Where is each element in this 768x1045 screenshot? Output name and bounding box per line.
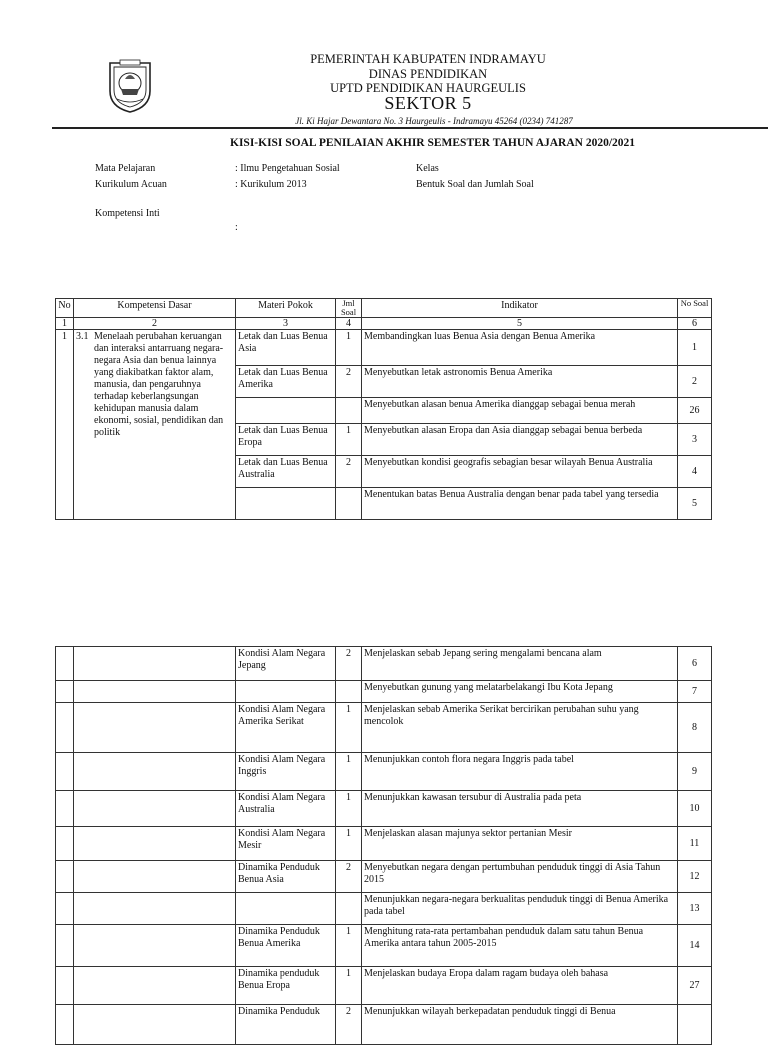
mapel-value: : Ilmu Pengetahuan Sosial [235,163,340,174]
kd-code: 3.1 [76,331,89,342]
col-number-5: 5 [362,318,678,330]
materi-pokok-cell: Letak dan Luas Benua Australia [236,456,336,488]
no-soal-cell: 4 [678,456,712,488]
no-soal-cell: 8 [678,703,712,753]
materi-pokok-cell: Kondisi Alam Negara Mesir [236,827,336,861]
no-soal-cell: 12 [678,861,712,893]
row-number-empty [56,861,74,893]
materi-pokok-cell: Letak dan Luas Benua Amerika [236,366,336,398]
header-divider [52,127,768,129]
jml-soal-cell [336,398,362,424]
no-soal-cell: 10 [678,791,712,827]
kompetensi-dasar-empty [74,703,236,753]
no-soal-cell: 9 [678,753,712,791]
no-soal-cell: 2 [678,366,712,398]
kelas-label: Kelas [416,163,439,174]
materi-pokok-cell: Letak dan Luas Benua Asia [236,330,336,366]
jml-soal-cell: 2 [336,647,362,681]
kompetensi-dasar-empty [74,1005,236,1045]
kompetensi-dasar-empty [74,753,236,791]
materi-pokok-cell: Dinamika Penduduk Benua Asia [236,861,336,893]
header-materi-pokok: Materi Pokok [236,299,336,318]
kompetensi-dasar-cell [74,330,236,520]
kompetensi-inti-value: : [235,222,238,233]
table-row [56,861,712,893]
row-number-empty [56,753,74,791]
table-row [56,753,712,791]
row-number-empty [56,703,74,753]
header-kompetensi-dasar: Kompetensi Dasar [74,299,236,318]
materi-pokok-cell: Letak dan Luas Benua Eropa [236,424,336,456]
jml-soal-cell: 1 [336,967,362,1005]
header-no: No [56,299,74,318]
row-number-empty [56,681,74,703]
jml-soal-cell [336,488,362,520]
kompetensi-dasar-empty [74,647,236,681]
table-number-row [56,318,712,330]
indikator-cell: Menunjukkan wilayah berkepadatan penduduk tinggi di Benua [362,1005,678,1045]
materi-pokok-cell [236,398,336,424]
indikator-cell: Menyebutkan letak astronomis Benua Amerika [362,366,678,398]
kisi-kisi-table-part-1 [55,298,712,520]
kompetensi-dasar-empty [74,861,236,893]
table-row [56,827,712,861]
row-number-empty [56,967,74,1005]
indikator-cell: Menjelaskan alasan majunya sektor pertanian Mesir [362,827,678,861]
kompetensi-dasar-empty [74,925,236,967]
row-number-empty [56,893,74,925]
jml-soal-cell: 1 [336,925,362,967]
header-line-3: UPTD PENDIDIKAN HAURGEULIS [330,81,526,95]
jml-soal-cell: 1 [336,703,362,753]
kompetensi-dasar-empty [74,893,236,925]
indikator-cell: Menghitung rata-rata pertambahan penduduk dalam satu tahun Benua Amerika antara tahun 2005-2015 [362,925,678,967]
jml-soal-cell: 2 [336,456,362,488]
materi-pokok-cell: Kondisi Alam Negara Australia [236,791,336,827]
materi-pokok-cell [236,893,336,925]
table-row [56,330,712,366]
indikator-cell: Menentukan batas Benua Australia dengan benar pada tabel yang tersedia [362,488,678,520]
no-soal-cell: 3 [678,424,712,456]
jml-soal-cell [336,681,362,703]
row-number-empty [56,791,74,827]
table-row [56,681,712,703]
row-number: 1 [56,330,74,520]
indikator-cell: Menyebutkan gunung yang melatarbelakangi Ibu Kota Jepang [362,681,678,703]
table-row [56,703,712,753]
materi-pokok-cell: Dinamika Penduduk [236,1005,336,1045]
table-row [56,925,712,967]
bentuk-soal-label: Bentuk Soal dan Jumlah Soal [416,179,534,190]
no-soal-cell: 6 [678,647,712,681]
indikator-cell: Menyebutkan alasan Eropa dan Asia dianggap sebagai benua berbeda [362,424,678,456]
table-row [56,967,712,1005]
row-number-empty [56,925,74,967]
jml-soal-cell: 1 [336,753,362,791]
indikator-cell: Menjelaskan budaya Eropa dalam ragam budaya oleh bahasa [362,967,678,1005]
materi-pokok-cell: Kondisi Alam Negara Amerika Serikat [236,703,336,753]
materi-pokok-cell: Kondisi Alam Negara Inggris [236,753,336,791]
header-sector: SEKTOR 5 [384,93,472,113]
jml-soal-cell: 2 [336,366,362,398]
header-jml-soal: Jml Soal [336,299,362,318]
indikator-cell: Membandingkan luas Benua Asia dengan Benua Amerika [362,330,678,366]
kompetensi-dasar-empty [74,681,236,703]
col-number-1: 1 [56,318,74,330]
table-row [56,893,712,925]
materi-pokok-cell [236,681,336,703]
kompetensi-inti-label: Kompetensi Inti [95,208,160,219]
indikator-cell: Menunjukkan kawasan tersubur di Australia pada peta [362,791,678,827]
col-number-2: 2 [74,318,236,330]
table-row [56,1005,712,1045]
indikator-cell: Menunjukkan negara-negara berkualitas penduduk tinggi di Benua Amerika pada tabel [362,893,678,925]
kd-text: Menelaah perubahan keruangan dan interaksi antarruang negara-negara Asia dan benua lainnya yang diakibatkan faktor alam, manusia, dan pengaruhnya terhadap keberlangsungan kehidupan manusia dalam ekonomi, sosial, pendidikan dan politik [94,331,224,438]
indikator-cell: Menyebutkan alasan benua Amerika dianggap sebagai benua merah [362,398,678,424]
no-soal-cell: 1 [678,330,712,366]
no-soal-cell: 11 [678,827,712,861]
jml-soal-cell: 1 [336,424,362,456]
header-line-1: PEMERINTAH KABUPATEN INDRAMAYU [310,52,546,66]
mapel-label: Mata Pelajaran [95,163,156,174]
row-number-empty [56,827,74,861]
materi-pokok-cell [236,488,336,520]
header-indikator: Indikator [362,299,678,318]
kisi-kisi-table-part-2 [55,646,712,1045]
indikator-cell: Menyebutkan negara dengan pertumbuhan penduduk tinggi di Asia Tahun 2015 [362,861,678,893]
jml-soal-cell: 1 [336,827,362,861]
header-address: Jl. Ki Hajar Dewantara No. 3 Haurgeulis - Indramayu 45264 (0234) 741287 [295,116,573,126]
col-number-4: 4 [336,318,362,330]
row-number-empty [56,1005,74,1045]
col-number-3: 3 [236,318,336,330]
indikator-cell: Menyebutkan kondisi geografis sebagian besar wilayah Benua Australia [362,456,678,488]
kompetensi-dasar-empty [74,791,236,827]
no-soal-cell [678,1005,712,1045]
no-soal-cell: 7 [678,681,712,703]
kurikulum-label: Kurikulum Acuan [95,179,167,190]
document-title: KISI-KISI SOAL PENILAIAN AKHIR SEMESTER TAHUN AJARAN 2020/2021 [230,137,636,149]
indikator-cell: Menunjukkan contoh flora negara Inggris pada tabel [362,753,678,791]
table-row [56,647,712,681]
jml-soal-cell: 1 [336,791,362,827]
no-soal-cell: 26 [678,398,712,424]
jml-soal-cell: 2 [336,861,362,893]
indikator-cell: Menjelaskan sebab Jepang sering mengalami bencana alam [362,647,678,681]
kompetensi-dasar-empty [74,827,236,861]
jml-soal-cell: 2 [336,1005,362,1045]
col-number-6: 6 [678,318,712,330]
no-soal-cell: 5 [678,488,712,520]
materi-pokok-cell: Dinamika penduduk Benua Eropa [236,967,336,1005]
no-soal-cell: 14 [678,925,712,967]
kurikulum-value: : Kurikulum 2013 [235,179,307,190]
jml-soal-cell [336,893,362,925]
kompetensi-dasar-empty [74,967,236,1005]
no-soal-cell: 27 [678,967,712,1005]
header-line-2: DINAS PENDIDIKAN [368,67,488,81]
indikator-cell: Menjelaskan sebab Amerika Serikat bercirikan perubahan suhu yang mencolok [362,703,678,753]
materi-pokok-cell: Kondisi Alam Negara Jepang [236,647,336,681]
header-no-soal: No Soal [678,299,712,318]
materi-pokok-cell: Dinamika Penduduk Benua Amerika [236,925,336,967]
jml-soal-cell: 1 [336,330,362,366]
table-header-row [56,299,712,318]
row-number-empty [56,647,74,681]
no-soal-cell: 13 [678,893,712,925]
table-row [56,791,712,827]
